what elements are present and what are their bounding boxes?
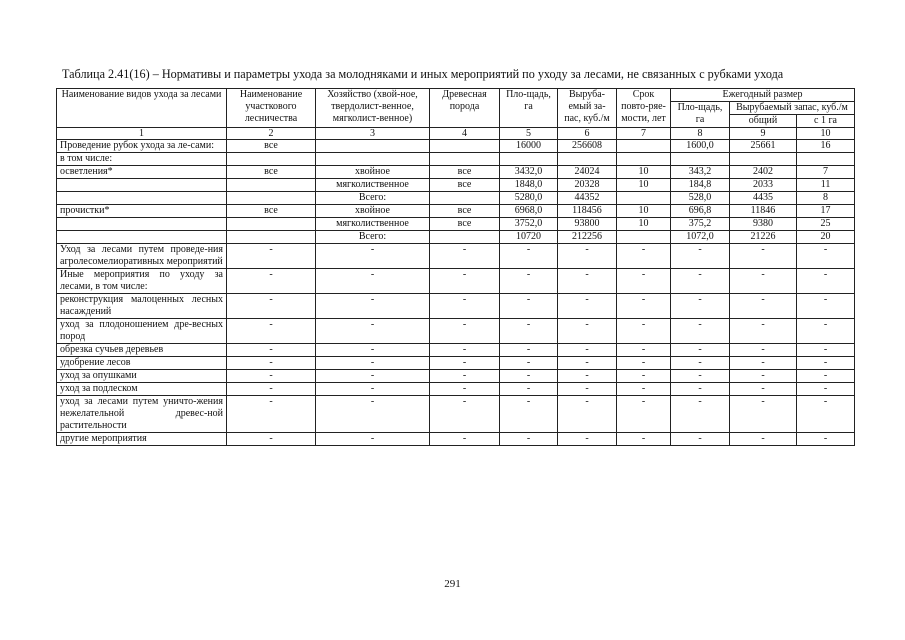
- table-body: [57, 128, 855, 446]
- column-number: 3: [316, 128, 430, 140]
- table-cell: 375,2: [671, 218, 730, 231]
- row-label: [57, 231, 227, 244]
- table-cell: -: [797, 383, 855, 396]
- table-cell: все: [430, 179, 500, 192]
- column-numbers-row: [57, 128, 855, 140]
- table-cell: [558, 153, 617, 166]
- table-cell: -: [558, 357, 617, 370]
- table-cell: 25: [797, 218, 855, 231]
- table-cell: 3432,0: [500, 166, 558, 179]
- header-annual-volume: Вырубаемый запас, куб./м: [730, 102, 855, 115]
- table-cell: -: [730, 433, 797, 446]
- table-cell: [316, 140, 430, 153]
- header-species: Древесная порода: [430, 89, 500, 128]
- table-cell: -: [430, 396, 500, 433]
- table-cell: -: [671, 357, 730, 370]
- table-cell: -: [671, 344, 730, 357]
- table-cell: Всего:: [316, 231, 430, 244]
- table-cell: -: [730, 319, 797, 344]
- table-cell: 4435: [730, 192, 797, 205]
- table-cell: -: [227, 433, 316, 446]
- column-number: 7: [617, 128, 671, 140]
- table-row: [57, 357, 855, 370]
- table-cell: -: [430, 319, 500, 344]
- table-cell: все: [227, 166, 316, 179]
- table-cell: -: [671, 319, 730, 344]
- table-cell: -: [430, 269, 500, 294]
- table-row: [57, 166, 855, 179]
- table-cell: -: [316, 383, 430, 396]
- table-cell: -: [617, 357, 671, 370]
- table-cell: -: [316, 357, 430, 370]
- table-cell: -: [617, 370, 671, 383]
- header-volume-per-ha: с 1 га: [797, 115, 855, 128]
- table-cell: 184,8: [671, 179, 730, 192]
- table-cell: мягколиственное: [316, 179, 430, 192]
- table-cell: [797, 153, 855, 166]
- table-cell: все: [227, 205, 316, 218]
- table-cell: -: [797, 433, 855, 446]
- row-label: в том числе:: [57, 153, 227, 166]
- table-cell: 1072,0: [671, 231, 730, 244]
- table-cell: -: [558, 383, 617, 396]
- table-row: [57, 218, 855, 231]
- table-cell: 16000: [500, 140, 558, 153]
- table-cell: -: [500, 357, 558, 370]
- row-label: Проведение рубок ухода за ле-сами:: [57, 140, 227, 153]
- column-number: 4: [430, 128, 500, 140]
- table-cell: 2033: [730, 179, 797, 192]
- table-cell: -: [671, 244, 730, 269]
- table-cell: 44352: [558, 192, 617, 205]
- table-cell: [671, 153, 730, 166]
- table-row: [57, 319, 855, 344]
- table-header: [57, 89, 855, 128]
- table-cell: -: [558, 370, 617, 383]
- table-row: [57, 179, 855, 192]
- table-cell: все: [430, 205, 500, 218]
- table-cell: -: [500, 383, 558, 396]
- table-cell: -: [316, 319, 430, 344]
- column-number: 6: [558, 128, 617, 140]
- table-cell: [316, 153, 430, 166]
- table-cell: -: [558, 344, 617, 357]
- table-cell: -: [430, 357, 500, 370]
- table-cell: -: [730, 370, 797, 383]
- forest-care-table: [56, 88, 855, 446]
- table-cell: -: [558, 319, 617, 344]
- table-cell: 10: [617, 205, 671, 218]
- table-cell: -: [617, 383, 671, 396]
- row-label: обрезка сучьев деревьев: [57, 344, 227, 357]
- table-cell: -: [617, 433, 671, 446]
- table-cell: -: [730, 383, 797, 396]
- table-cell: -: [500, 269, 558, 294]
- table-cell: -: [617, 396, 671, 433]
- row-label: осветления*: [57, 166, 227, 179]
- table-cell: -: [316, 433, 430, 446]
- table-cell: 16: [797, 140, 855, 153]
- table-cell: 696,8: [671, 205, 730, 218]
- table-cell: -: [617, 269, 671, 294]
- table-cell: -: [558, 269, 617, 294]
- table-cell: [227, 218, 316, 231]
- table-cell: -: [227, 396, 316, 433]
- table-row: [57, 344, 855, 357]
- row-label: Иные мероприятия по уходу за лесами, в том числе:: [57, 269, 227, 294]
- table-row: [57, 269, 855, 294]
- table-cell: -: [500, 396, 558, 433]
- table-cell: 256608: [558, 140, 617, 153]
- table-cell: -: [730, 344, 797, 357]
- table-cell: -: [430, 294, 500, 319]
- table-cell: хвойное: [316, 205, 430, 218]
- header-forestry: Наименование участкового лесничества: [227, 89, 316, 128]
- table-cell: 20328: [558, 179, 617, 192]
- table-cell: [430, 231, 500, 244]
- table-cell: [430, 140, 500, 153]
- header-annual-area: Пло-щадь, га: [671, 102, 730, 128]
- table-cell: -: [617, 244, 671, 269]
- column-number: 10: [797, 128, 855, 140]
- table-cell: [617, 140, 671, 153]
- table-row: [57, 153, 855, 166]
- table-cell: -: [671, 383, 730, 396]
- table-cell: -: [430, 244, 500, 269]
- table-cell: 21226: [730, 231, 797, 244]
- table-cell: -: [558, 396, 617, 433]
- table-cell: -: [797, 244, 855, 269]
- table-cell: 118456: [558, 205, 617, 218]
- table-row: [57, 396, 855, 433]
- table-cell: 9380: [730, 218, 797, 231]
- table-cell: -: [227, 244, 316, 269]
- header-care-type: Наименование видов ухода за лесами: [57, 89, 227, 128]
- table-cell: 11846: [730, 205, 797, 218]
- table-cell: -: [671, 269, 730, 294]
- table-cell: -: [500, 344, 558, 357]
- row-label: уход за подлеском: [57, 383, 227, 396]
- table-cell: 3752,0: [500, 218, 558, 231]
- column-number: 8: [671, 128, 730, 140]
- column-number: 9: [730, 128, 797, 140]
- header-economy: Хозяйство (хвой-ное, твердолист-венное, мягколист-венное): [316, 89, 430, 128]
- table-cell: -: [797, 370, 855, 383]
- table-cell: -: [797, 344, 855, 357]
- table-cell: [430, 153, 500, 166]
- table-cell: Всего:: [316, 192, 430, 205]
- table-cell: -: [430, 383, 500, 396]
- column-number: 5: [500, 128, 558, 140]
- table-cell: 10: [617, 179, 671, 192]
- page-number: 291: [444, 578, 461, 590]
- table-cell: -: [316, 370, 430, 383]
- row-label: уход за лесами путем уничто-жения нежелательной древес-ной растительности: [57, 396, 227, 433]
- table-cell: -: [227, 357, 316, 370]
- table-cell: 10720: [500, 231, 558, 244]
- row-label: [57, 192, 227, 205]
- table-cell: 25661: [730, 140, 797, 153]
- table-cell: -: [227, 383, 316, 396]
- row-label: реконструкция малоценных лесных насаждений: [57, 294, 227, 319]
- table-cell: 1600,0: [671, 140, 730, 153]
- row-label: Уход за лесами путем проведе-ния агролесомелиоративных мероприятий: [57, 244, 227, 269]
- table-cell: -: [500, 244, 558, 269]
- table-cell: -: [500, 433, 558, 446]
- header-area: Пло-щадь, га: [500, 89, 558, 128]
- table-cell: [227, 231, 316, 244]
- table-cell: 24024: [558, 166, 617, 179]
- table-row: [57, 140, 855, 153]
- table-cell: 343,2: [671, 166, 730, 179]
- table-cell: -: [671, 370, 730, 383]
- table-cell: [227, 179, 316, 192]
- row-label: другие мероприятия: [57, 433, 227, 446]
- table-cell: мягколиственное: [316, 218, 430, 231]
- column-number: 1: [57, 128, 227, 140]
- table-cell: -: [797, 269, 855, 294]
- table-cell: -: [797, 396, 855, 433]
- table-cell: все: [430, 166, 500, 179]
- table-cell: 6968,0: [500, 205, 558, 218]
- row-label: [57, 179, 227, 192]
- table-cell: -: [671, 396, 730, 433]
- table-row: [57, 192, 855, 205]
- table-cell: -: [316, 269, 430, 294]
- table-cell: -: [316, 244, 430, 269]
- table-cell: -: [500, 319, 558, 344]
- column-number: 2: [227, 128, 316, 140]
- table-row: [57, 383, 855, 396]
- table-cell: [227, 153, 316, 166]
- table-cell: 11: [797, 179, 855, 192]
- table-cell: -: [316, 396, 430, 433]
- table-cell: -: [558, 433, 617, 446]
- table-cell: -: [617, 344, 671, 357]
- row-label: уход за опушками: [57, 370, 227, 383]
- table-row: [57, 433, 855, 446]
- table-cell: все: [430, 218, 500, 231]
- table-cell: -: [730, 269, 797, 294]
- table-cell: -: [617, 319, 671, 344]
- table-cell: хвойное: [316, 166, 430, 179]
- table-cell: 20: [797, 231, 855, 244]
- header-volume-total: общий: [730, 115, 797, 128]
- table-cell: 212256: [558, 231, 617, 244]
- table-cell: -: [558, 244, 617, 269]
- table-cell: -: [730, 244, 797, 269]
- table-cell: [617, 192, 671, 205]
- table-cell: [430, 192, 500, 205]
- table-cell: 2402: [730, 166, 797, 179]
- table-cell: -: [430, 370, 500, 383]
- table-cell: [617, 153, 671, 166]
- table-cell: 7: [797, 166, 855, 179]
- row-label: прочистки*: [57, 205, 227, 218]
- table-cell: -: [500, 370, 558, 383]
- row-label: уход за плодоношением дре-весных пород: [57, 319, 227, 344]
- table-row: [57, 205, 855, 218]
- table-cell: 10: [617, 166, 671, 179]
- table-row: [57, 231, 855, 244]
- table-cell: -: [316, 294, 430, 319]
- table-cell: -: [671, 294, 730, 319]
- table-cell: 8: [797, 192, 855, 205]
- table-cell: [617, 231, 671, 244]
- table-cell: -: [227, 269, 316, 294]
- table-cell: -: [430, 433, 500, 446]
- table-cell: все: [227, 140, 316, 153]
- table-cell: -: [797, 319, 855, 344]
- table-cell: 5280,0: [500, 192, 558, 205]
- table-cell: -: [797, 294, 855, 319]
- table-cell: -: [227, 344, 316, 357]
- table-row: [57, 294, 855, 319]
- table-cell: -: [227, 319, 316, 344]
- table-cell: [227, 192, 316, 205]
- table-caption: Таблица 2.41(16) – Нормативы и параметры ухода за молодняками и иных мероприятий по уходу за лесами, не связанных с рубками ухода: [62, 67, 784, 81]
- table-cell: -: [500, 294, 558, 319]
- table-cell: 10: [617, 218, 671, 231]
- table-cell: -: [797, 357, 855, 370]
- table-cell: -: [671, 433, 730, 446]
- table-cell: -: [430, 344, 500, 357]
- table-cell: -: [227, 370, 316, 383]
- table-cell: -: [730, 396, 797, 433]
- table-cell: 528,0: [671, 192, 730, 205]
- table-cell: -: [617, 294, 671, 319]
- table-cell: 1848,0: [500, 179, 558, 192]
- table-cell: [730, 153, 797, 166]
- table-cell: -: [730, 294, 797, 319]
- header-annual: Ежегодный размер: [671, 89, 855, 102]
- row-label: [57, 218, 227, 231]
- row-label: удобрение лесов: [57, 357, 227, 370]
- table-cell: 93800: [558, 218, 617, 231]
- table-cell: -: [558, 294, 617, 319]
- table-cell: [500, 153, 558, 166]
- table-cell: 17: [797, 205, 855, 218]
- table-row: [57, 370, 855, 383]
- table-cell: -: [730, 357, 797, 370]
- header-repeat-period: Срок повто-ряе-мости, лет: [617, 89, 671, 128]
- table-cell: -: [227, 294, 316, 319]
- header-volume: Выруба-емый за-пас, куб./м: [558, 89, 617, 128]
- table-row: [57, 244, 855, 269]
- table-cell: -: [316, 344, 430, 357]
